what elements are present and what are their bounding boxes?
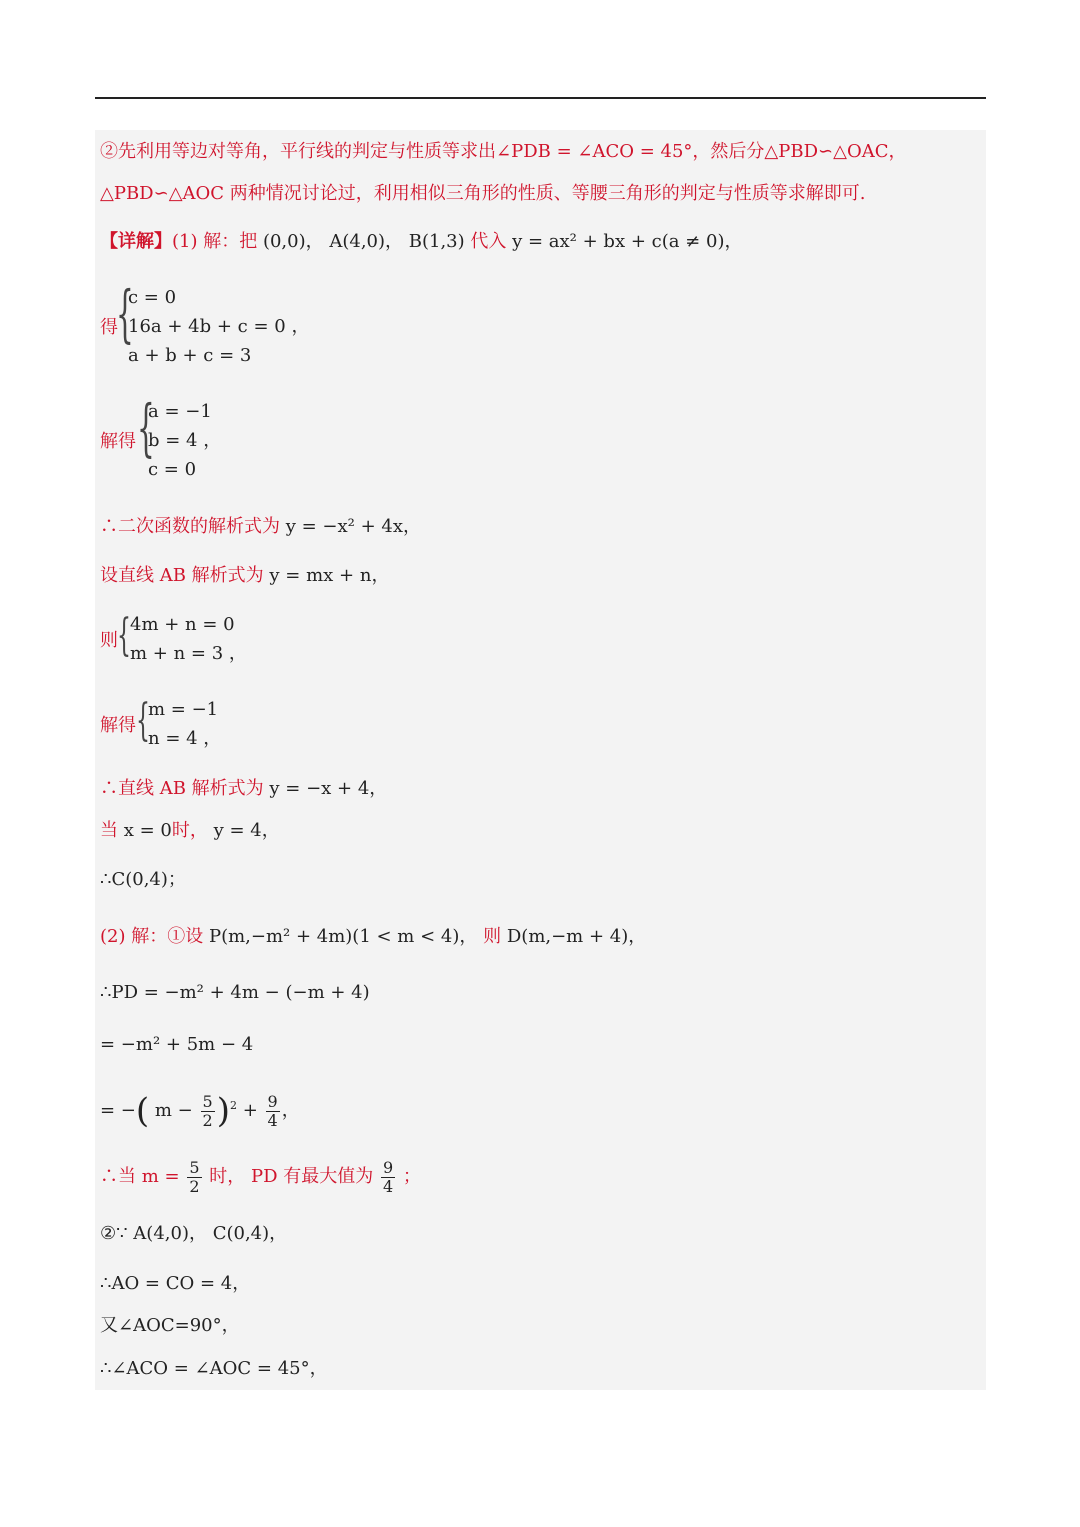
numerator: 9 — [267, 1091, 278, 1111]
conclusion-label: ∴二次函数的解析式为 — [100, 516, 280, 537]
denominator: 4 — [382, 1176, 394, 1196]
when-x0 — [100, 820, 280, 842]
d-point: D(m,−m + 4)， — [506, 926, 647, 947]
system-1-eq-2: 16a + 4b + c = 0 ， — [128, 316, 310, 337]
numerator: 9 — [382, 1157, 394, 1177]
ao-co-line: ∴AO = CO = 4， — [100, 1273, 251, 1294]
left-brace: { — [137, 391, 155, 464]
fraction-9-4 — [266, 1093, 280, 1130]
pd-line-1: ∴PD = −m² + 4m − (−m + 4) — [100, 982, 370, 1003]
left-brace: { — [116, 277, 134, 350]
part1-intro: (1) 解：把 — [172, 231, 258, 252]
hint-line-2: △PBD∽△AOC 两种情况讨论过，利用相似三角形的性质、等腰三角形的判定与性质等求解即可. — [100, 183, 866, 204]
denominator: 2 — [189, 1176, 200, 1196]
system-1-eq-1: c = 0 — [128, 287, 177, 308]
numerator: 5 — [189, 1157, 200, 1177]
solution-2 — [148, 695, 221, 753]
denominator: 2 — [202, 1110, 213, 1130]
system-1 — [128, 283, 309, 370]
max-prefix: ∴当 m = — [100, 1166, 180, 1187]
hint-line-1: ②先利用等边对等角，平行线的判定与性质等求出∠PDB = ∠ACO = 45°，然后分△PBD∽△OAC， — [100, 141, 907, 162]
left-brace: { — [117, 610, 131, 661]
set-line-expr: y = mx + n， — [269, 565, 390, 586]
header-rule — [95, 97, 986, 99]
pd3-plus: + — [242, 1100, 258, 1121]
line-result-expr: y = −x + 4， — [269, 778, 388, 799]
part2-intro: (2) 解：①设 — [100, 926, 204, 947]
system-2-eq-1: 4m + n = 0 — [130, 614, 235, 635]
solution-2-m: m = −1 — [148, 699, 219, 720]
part1-header — [100, 231, 742, 253]
set-line-ab — [100, 565, 389, 587]
ze-label: 则 — [100, 630, 118, 651]
system-1-eq-3: a + b + c = 3 — [128, 345, 252, 366]
when-y: y = 4， — [213, 820, 280, 841]
angle-aoc-line: 又∠AOC=90°， — [100, 1315, 240, 1336]
pd3-prefix: = − — [100, 1100, 136, 1121]
points-text: (0,0)， A(4,0)， B(1,3) — [262, 231, 465, 252]
fraction-5-2 — [187, 1159, 201, 1196]
system-2 — [130, 610, 247, 668]
then-label: 则 — [483, 926, 502, 947]
p-point: P(m,−m² + 4m)(1 < m < 4)， — [208, 926, 478, 947]
line-result-label: ∴直线 AB 解析式为 — [100, 778, 264, 799]
function-expr: y = ax² + bx + c(a ≠ 0)， — [512, 231, 743, 252]
set-line-label: 设直线 AB 解析式为 — [100, 565, 264, 586]
jiede-label-1: 解得 — [100, 431, 136, 452]
jiede-label-2: 解得 — [100, 715, 136, 736]
detail-label: 【详解】 — [100, 231, 172, 252]
c-point: ∴C(0,4)； — [100, 869, 186, 890]
when-label: 当 — [100, 820, 118, 841]
pd-max-line — [100, 1155, 421, 1201]
pd-line-3: = −( m − $\frac{5}{2}$ )$^2$ + $\frac{9}{4}$ ， — [100, 1091, 300, 1131]
pd3-m: m − — [154, 1100, 193, 1121]
left-brace: { — [136, 695, 150, 746]
when-expr: x = 0 — [123, 820, 172, 841]
quadratic-conclusion — [100, 516, 421, 538]
solution-1-b: b = 4 ， — [148, 430, 222, 451]
solution-1-a: a = −1 — [148, 401, 212, 422]
part2-header — [100, 926, 646, 948]
part2b-line: ②∵ A(4,0)， C(0,4)， — [100, 1223, 288, 1244]
denominator: 4 — [267, 1110, 278, 1130]
fraction-5-2 — [201, 1093, 215, 1130]
right-paren: ) — [216, 1091, 230, 1131]
line-ab-result — [100, 778, 387, 800]
de-label: 得 — [100, 317, 118, 338]
system-2-eq-2: m + n = 3 ， — [130, 643, 247, 664]
left-paren: ( — [135, 1091, 150, 1131]
when-time: 时， — [171, 820, 208, 841]
pd-line-2: = −m² + 5m − 4 — [100, 1034, 254, 1055]
max-end: ； — [402, 1166, 421, 1187]
solution-1 — [148, 397, 221, 484]
max-mid: 时， PD 有最大值为 — [209, 1166, 374, 1187]
angle-result-line: ∴∠ACO = ∠AOC = 45°， — [100, 1358, 328, 1379]
fraction-9-4 — [381, 1159, 395, 1196]
solution-2-n: n = 4 ， — [148, 728, 222, 749]
numerator: 5 — [202, 1091, 213, 1111]
square-exponent: 2 — [229, 1099, 237, 1112]
conclusion-expr: y = −x² + 4x， — [285, 516, 422, 537]
substitute-label: 代入 — [470, 231, 507, 252]
solution-1-c: c = 0 — [148, 459, 197, 480]
